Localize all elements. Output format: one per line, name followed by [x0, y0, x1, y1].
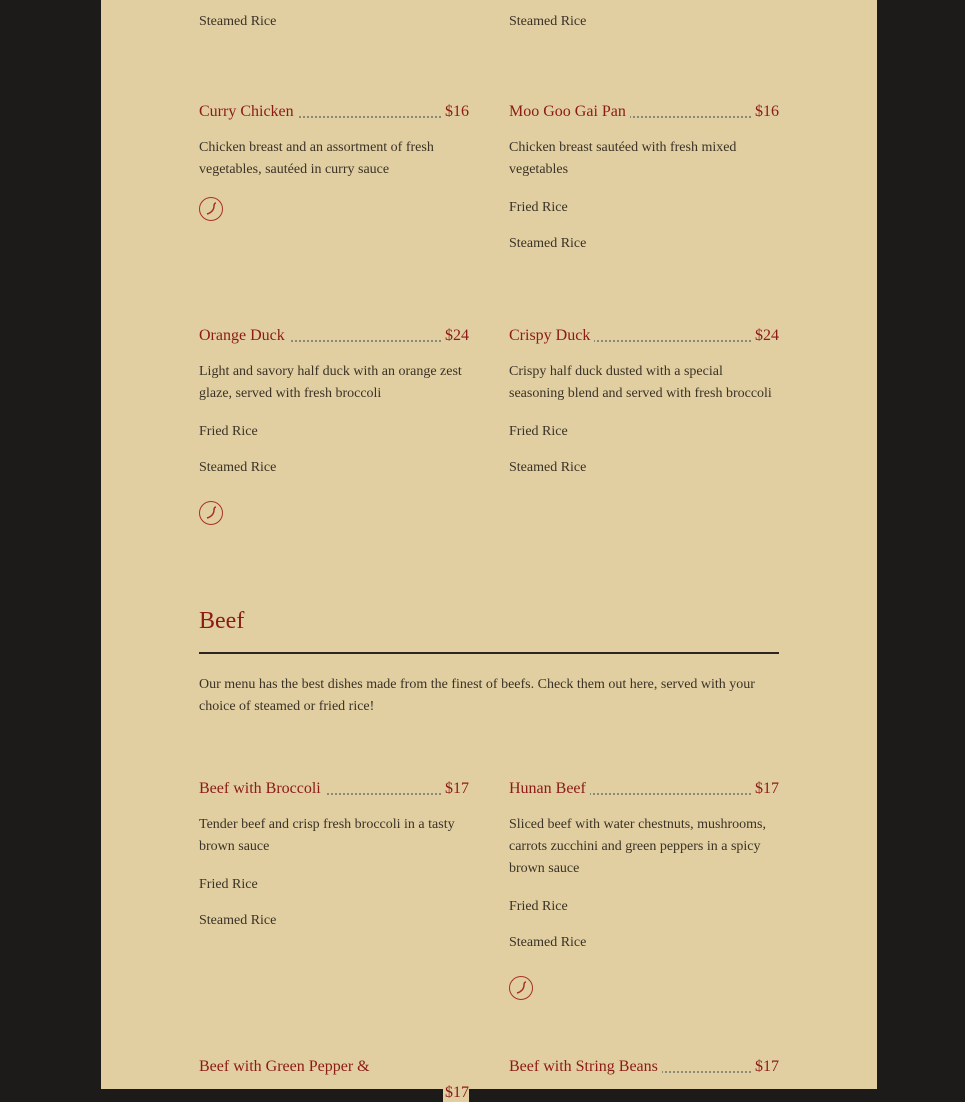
section-description: Our menu has the best dishes made from the finest of beefs. Check them out here, served with your choice of steamed or fried rice!: [199, 677, 755, 714]
menu-item-price: $17: [755, 780, 779, 797]
menu-item-header: [199, 780, 469, 804]
menu-item-beef-with-string-beans[interactable]: [509, 1058, 779, 1082]
option-steamed-rice: Steamed Rice: [509, 460, 587, 475]
section-divider: [199, 652, 779, 654]
menu-item-price: $24: [755, 327, 779, 344]
menu-item-moo-goo-gai-pan[interactable]: [509, 103, 779, 271]
menu-item-name: Curry Chicken: [199, 103, 298, 121]
menu-item-header: [199, 327, 469, 351]
menu-item-header: [509, 1058, 779, 1082]
menu-page: [101, 0, 877, 1101]
option-fried-rice: Fried Rice: [509, 424, 568, 439]
menu-item-price: $17: [445, 1084, 469, 1101]
chili-pepper-icon: [199, 501, 223, 525]
menu-item-description: Sliced beef with water chestnuts, mushrooms, carrots zucchini and green peppers in a spicy brown sauce: [509, 817, 767, 876]
menu-item-price: $17: [445, 780, 469, 797]
menu-item-orange-duck[interactable]: [199, 327, 469, 525]
menu-item-price: $16: [755, 103, 779, 120]
option-steamed-rice: Steamed Rice: [509, 236, 587, 251]
option-steamed-rice: Steamed Rice: [199, 460, 277, 475]
menu-item-curry-chicken[interactable]: [199, 103, 469, 221]
menu-item-description: Light and savory half duck with an orange zest glaze, served with fresh broccoli: [199, 364, 462, 401]
menu-item-header: [509, 327, 779, 351]
option-fried-rice: Fried Rice: [509, 200, 568, 215]
menu-item-description: Chicken breast and an assortment of fresh vegetables, sautéed in curry sauce: [199, 140, 434, 177]
menu-item-crispy-duck[interactable]: [509, 327, 779, 495]
menu-item-name: Beef with Broccoli: [199, 780, 325, 798]
menu-item-beef-with-broccoli[interactable]: [199, 780, 469, 948]
menu-item-name: Crispy Duck: [509, 327, 594, 345]
menu-item-description: Tender beef and crisp fresh broccoli in a tasty brown sauce: [199, 817, 455, 854]
menu-item-hunan-beef[interactable]: [509, 780, 779, 1000]
option-fried-rice: Fried Rice: [509, 899, 568, 914]
option-fried-rice: Fried Rice: [199, 877, 258, 892]
menu-item-name: Orange Duck: [199, 327, 289, 345]
menu-item-price: $24: [445, 327, 469, 344]
chili-pepper-icon: [509, 976, 533, 1000]
section-title: Beef: [199, 608, 245, 634]
menu-item-name: Beef with Green Pepper &: [199, 1058, 374, 1076]
option-steamed-rice: Steamed Rice: [199, 14, 277, 29]
menu-item-header: [199, 1058, 469, 1101]
option-steamed-rice: Steamed Rice: [509, 14, 587, 29]
menu-item-header: [199, 103, 469, 127]
menu-item-description: Crispy half duck dusted with a special seasoning blend and served with fresh broccoli: [509, 364, 772, 401]
option-steamed-rice: Steamed Rice: [199, 913, 277, 928]
option-fried-rice: Fried Rice: [199, 424, 258, 439]
menu-item-description: Chicken breast sautéed with fresh mixed vegetables: [509, 140, 737, 177]
option-steamed-rice: Steamed Rice: [509, 935, 587, 950]
chili-pepper-icon: [199, 197, 223, 221]
menu-item-name: Moo Goo Gai Pan: [509, 103, 630, 121]
menu-item-price: $17: [755, 1058, 779, 1075]
menu-item-beef-with-green-pepper[interactable]: [199, 1058, 469, 1101]
menu-item-price: $16: [445, 103, 469, 120]
menu-item-header: [509, 780, 779, 804]
menu-item-name: Beef with String Beans: [509, 1058, 662, 1076]
menu-item-name: Hunan Beef: [509, 780, 590, 798]
menu-item-header: [509, 103, 779, 127]
